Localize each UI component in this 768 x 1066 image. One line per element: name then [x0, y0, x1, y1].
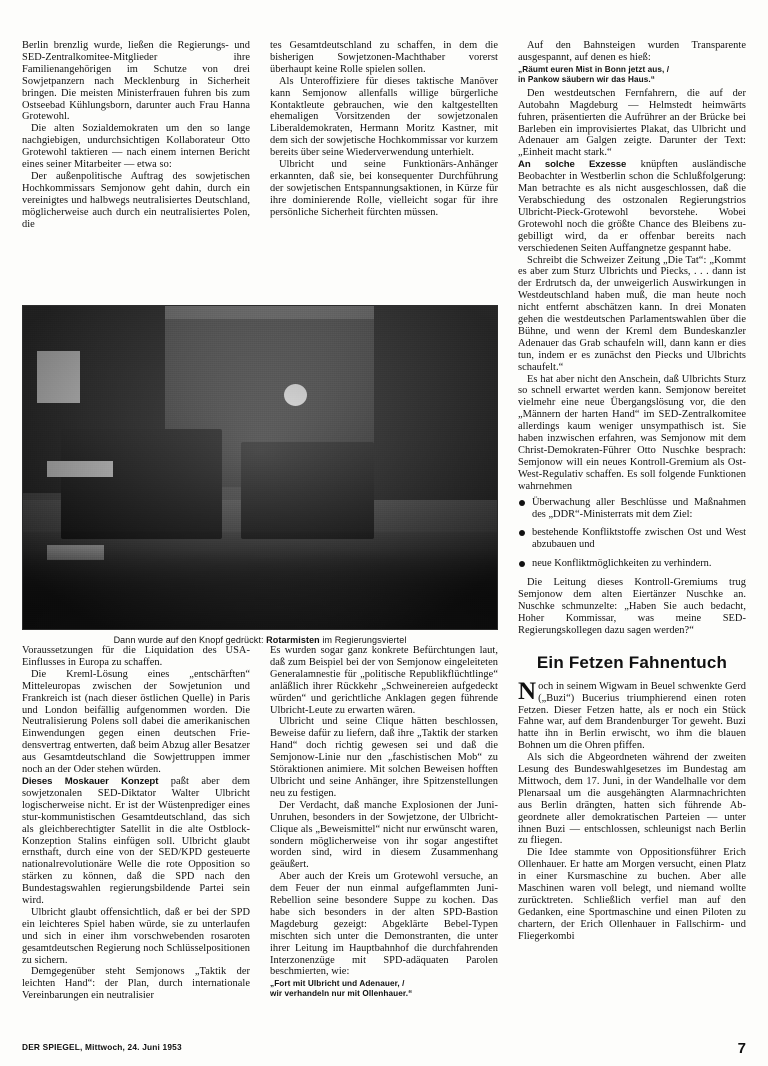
- list-item-label: Überwachung aller Beschlüsse und Maßnahmen des „DDR“-Ministerrats mit dem Ziel:: [532, 496, 746, 520]
- paragraph: Auf den Bahnsteigen wurden Transparente ausgespannt, auf denen es hieß:: [518, 40, 746, 63]
- caption-prefix: Dann wurde auf den Knopf gedrückt:: [113, 635, 267, 645]
- runin-lead: An solche Exzesse: [518, 159, 627, 171]
- slogan-line: in Pankow säubern wir das Haus.“: [518, 74, 655, 84]
- paragraph-body: och in seinem Wigwam in Beuel schwenkte Gerd („Buzi“) Bucerius triumphierend einen roten Fetzen. Dieser Fetzen hatte, als er noch ein Stück Fahne war, auf dem Brandenburger Tor geweht. Buzi hatte ihn in Berlin erwischt, wo ihm die blauen Bohnen um die Ohren pfiffen.: [518, 680, 746, 752]
- paragraph: Ulbricht glaubt offensichtlich, daß er bei der SPD ein leichteres Spiel haben würde, sie zu unterlaufen und sich in einer ihm vorschwebenden rosaroten gesamtdeutschen Regierung noch Schlüsselpositionen zu sichern.: [22, 906, 250, 966]
- slogan-line: wir verhandeln nur mit Ollenhauer.“: [270, 989, 413, 999]
- paragraph: Die Leitung dieses Kontroll-Gremiums trug Semjonow dem alten Eiertänzer Nuschke an. Nuschke schmunzelte: „Haben Sie auch bedacht, Hoher Kommissar, was meine SED-Regierungskollegen dazu sagen werden?“: [518, 577, 746, 636]
- caption-highlight: Rotarmisten: [266, 635, 320, 645]
- column-middle-top: [270, 40, 498, 219]
- column-right: [518, 40, 746, 943]
- publication-footer: DER SPIEGEL, Mittwoch, 24. Juni 1953: [22, 1042, 182, 1052]
- paragraph: Die Idee stammte von Oppositionsführer Erich Ollenhauer. Er hatte am Morgen versucht, einen Platz in einer Kursmaschine zu buchen. Aber alle Maschinen waren voll belegt, und niemand wollte zurücktreten. Schließlich verfiel man auf den Gedanken, eine Sportmaschine und einen Piloten zu chartern, der Erich Ollenhauer in Fallschirm- und Fliegerkombi: [518, 847, 746, 942]
- photo-caption: [22, 635, 498, 645]
- page-number: 7: [737, 1040, 746, 1057]
- photo-vignette: [23, 306, 497, 629]
- functions-bullet-list: [518, 497, 746, 571]
- paragraph: Es wurden sogar ganz konkrete Befürchtungen laut, daß zum Beispiel bei der von Semjonow eingeleiteten Generalamnestie für „politische Republikflüchtlinge“ anläßlich ihrer Rückkehr „Schweinereien aufgedeckt würden“ und gerichtliche Anklagen gegen führende Ulbricht-Leute zu erwarten wären.: [270, 645, 498, 716]
- photo-block: [22, 305, 498, 645]
- paragraph: Der Verdacht, daß manche Explosionen der Juni-Unruhen, besonders in der Sowjetzone, der Ulbricht-Clique als „Beweismittel“ nicht nur erwünscht waren, sondern möglicherweise von ihr sogar angestiftet worden sind, wird in diesem Zusammenhang geäußert.: [270, 799, 498, 871]
- paragraph: Die alten Sozialdemokraten um den so lange nachgiebigen, undurchsichtigen Kollaborateur Otto Grotewohl taktieren — nach einem internen Bericht eines seiner Mitarbeiter — etwa so:: [22, 123, 250, 171]
- runin-lead: Dieses Moskauer Konzept: [22, 775, 159, 787]
- paragraph-body: knüpften ausländische Beobachter in Westberlin schon die Schlußfolgerung: Man betrachte es als nicht ausgeschlossen, daß die Verabschiedung des ostzonalen Regierungstrios Ulbricht-Pieck-Grotewohl bevorstehe. Wobei Grotewohl noch die größte Chance des Bleibens zugebilligt wird, da er offenbar bereits nach verschiedenen Seiten Auffangnetze gespannt habe.: [518, 159, 746, 254]
- bullet-dot-icon: [519, 500, 525, 506]
- list-item-label: bestehende Konfliktstoffe zwischen Ost und West abzubauen und: [532, 527, 746, 551]
- news-photograph: [22, 305, 498, 630]
- bullet-dot-icon: [519, 530, 525, 536]
- slogan-line: „Fort mit Ulbricht und Adenauer, /: [270, 979, 405, 989]
- slogan-block-bahnsteige: [518, 65, 746, 85]
- paragraph-with-runin: [518, 159, 746, 254]
- list-item: [518, 527, 746, 551]
- paragraph: Den westdeutschen Fernfahrern, die auf der Autobahn Magdeburg — Helmstedt heimwärts fuhren, präsentierten die Aufrührer an der Brücke bei Barleben ein improvisiertes Plakat, das Ulbricht und Adenauer am Galgen zeigte. Darunter der Text: „Einheit macht stark.“: [518, 87, 746, 159]
- paragraph: Es hat aber nicht den Anschein, daß Ulbrichts Sturz so schnell erwartet werden kann. Semjonow bereitet vielmehr eine neue Übergangslösung vor, die den „Männern der harten Hand“ im SED-Zentralkomitee allerdings kaum weniger unsympathisch ist. Sie haben inzwischen erfahren, was Semjonow mit dem Christ-Demokraten-Führer Otto Nuschke besprach: Semjonow will ein neues Kontroll-Gremium als Ost-West-Regulativ schaffen. Es soll folgende Funktionen wahrnehmen: [518, 373, 746, 492]
- bullet-dot-icon: [519, 561, 525, 567]
- paragraph: Als Unteroffiziere für dieses taktische Manöver kann Semjonow allenfalls willige bürgerliche Kontaktleute gebrauchen, wie den kaltgestellten ehemaligen Vorsitzenden der sowjetzonalen Liberaldemokraten, Hermann Moritz Kastner, mit dem sich der sowjetische Hochkommissar vor kurzem bereits über seine Wiederverwendung unterhielt.: [270, 75, 498, 159]
- paragraph-body: paßt aber dem sowjetzonalen SED-Diktator Walter Ulbricht logischerweise nicht. Er ist der Wüstenprediger eines stur-kommunistischen Gesamtdeutschland, das sich als gleichberechtigter Satellit in die alte Ostblock-Konzeption Stalins einfügen soll. Ulbricht glaubt ernsthaft, durch eine von der SED/KPD gesteuerte nationalrevolutionäre Welle die rote Opposition so stärken zu können, daß die SPD nach den Bundestagswahlen regierungsbildende Partei sein wird.: [22, 775, 250, 907]
- paragraph: Als sich die Abgeordneten während der zweiten Lesung des Bundeswahlgesetzes im Bundestag am Mittwoch, dem 17. Juni, in der Wandelhalle vor dem Plenarsaal um die ausgehängten Alarmnachrichten aus Berlin drängten, hatten sich führende Abgeordnete aller demokratischen Parteien — unter ihnen Buzi — entschlossen, schleunigst nach Berlin zu fliegen.: [518, 752, 746, 847]
- slogan-block-parolen: [270, 979, 498, 999]
- column-left-bottom: [22, 645, 250, 1002]
- list-item: [518, 497, 746, 521]
- paragraph: Der außenpolitische Auftrag des sowjetischen Hochkommissars Semjonow geht dahin, durch ein vereinigtes und halbwegs neutralisiertes Deutschland, möglicherweise auch durch ein neutralisiertes Polen, die: [22, 170, 250, 230]
- paragraph: Ulbricht und seine Funktionärs-Anhänger erkannten, daß sie, bei konsequenter Durchführung der sowjetischen Entspannungsaktionen, in Kürze für ihre dominierende Rolle, vielleicht sogar für ihre persönliche Sicherheit fürchten müssen.: [270, 159, 498, 218]
- paragraph: Demgegenüber steht Semjonows „Taktik der leichten Hand“: der Plan, durch internationale Vereinbarungen ein neutralisier: [22, 966, 250, 1002]
- paragraph: Voraussetzungen für die Liquidation des USA-Einflusses in Europa zu schaffen.: [22, 645, 250, 668]
- paragraph: Aber auch der Kreis um Grotewohl versuche, an dem Feuer der nun einmal aufgeflammten Juni-Rebellion seine besondere Suppe zu kochen. Das habe sich besonders in der alten SPD-Bastion Magdeburg gezeigt: Abgeklärte Bebel-Typen mischten sich unter die Demonstranten, die unter ihrer Leitung im Hauptbahnhof die durchfahrenden Interzonenzüge mit SPD-adäquaten Parolen beschmierten, wie:: [270, 871, 498, 978]
- paragraph: Schreibt die Schweizer Zeitung „Die Tat“: „Kommt es aber zum Sturz Ulbrichts und Piecks, . . . dann ist der Erdrutsch da, der unweigerlich Auswirkungen in Westdeutschland haben muß, die man heute noch nicht entfernt abschätzen kann. In drei Monaten gehen die westdeutschen Parlamentswahlen über die Bühne, und wenn der Kreml dem Bundeskanzler Adenauer das Grab schaufeln will, dann kann er dies tun, indem er es zunächst den Piecks und Ulbrichts schaufelt.“: [518, 254, 746, 373]
- page-content-area: [22, 40, 746, 1050]
- list-item: [518, 558, 746, 570]
- paragraph: Ulbricht und seine Clique hätten beschlossen, Beweise dafür zu liefern, daß ihre „Taktik der starken Hand“ doch richtig gewesen sei und daß die Semjonow-Linie nur den „faschistischen Mob“ zu Störaktionen animiere. Mit solchen Beweisen hofften Ulbricht und seine Anhänger, ihre Spitzenstellungen neu zu festigen.: [270, 716, 498, 799]
- caption-suffix: im Regierungsviertel: [319, 635, 407, 645]
- paragraph: Die Kreml-Lösung eines „entschärften“ Mitteleuropas zwischen der Sowjetunion und Frankreich ist (nach dieser östlichen Quelle) in Paris und London beifällig aufgenommen worden. Die Neutralisierung Polens soll dabei die amerikanischen Einwendungen gegen einen deutschen Friedensvertrag entwerten, daß beim Abzug aller Besatzer aus Gesamtdeutschland die Sowjettruppen immer noch an der Oder stehen würden.: [22, 668, 250, 776]
- article-headline: Ein Fetzen Fahnentuch: [536, 652, 728, 672]
- paragraph-with-runin: [22, 776, 250, 907]
- column-middle-bottom: [270, 645, 498, 1002]
- paragraph: tes Gesamtdeutschland zu schaffen, in dem die bisherigen Sowjetzonen-Machthaber vorerst überhaupt keine Rolle spielen sollen.: [270, 40, 498, 75]
- paragraph: Berlin brenzlig wurde, ließen die Regierungs- und SED-Zentralkomitee-Mitglieder ihre Familienangehörigen im Schutze von drei Sowjetpanzern nach Mecklenburg in Sicherheit bringen. Die meisten Ministerfrauen fuhren bis zum Ostseebad Kühlungsborn, darunter auch Frau Hanna Grotewohl.: [22, 40, 250, 123]
- paragraph-with-dropcap: [518, 677, 746, 752]
- slogan-line: „Räumt euren Mist in Bonn jetzt aus, /: [518, 64, 670, 74]
- list-item-label: neue Konfliktmöglichkeiten zu verhindern.: [532, 558, 712, 570]
- drop-cap: N: [518, 677, 537, 705]
- column-left-top: [22, 40, 250, 231]
